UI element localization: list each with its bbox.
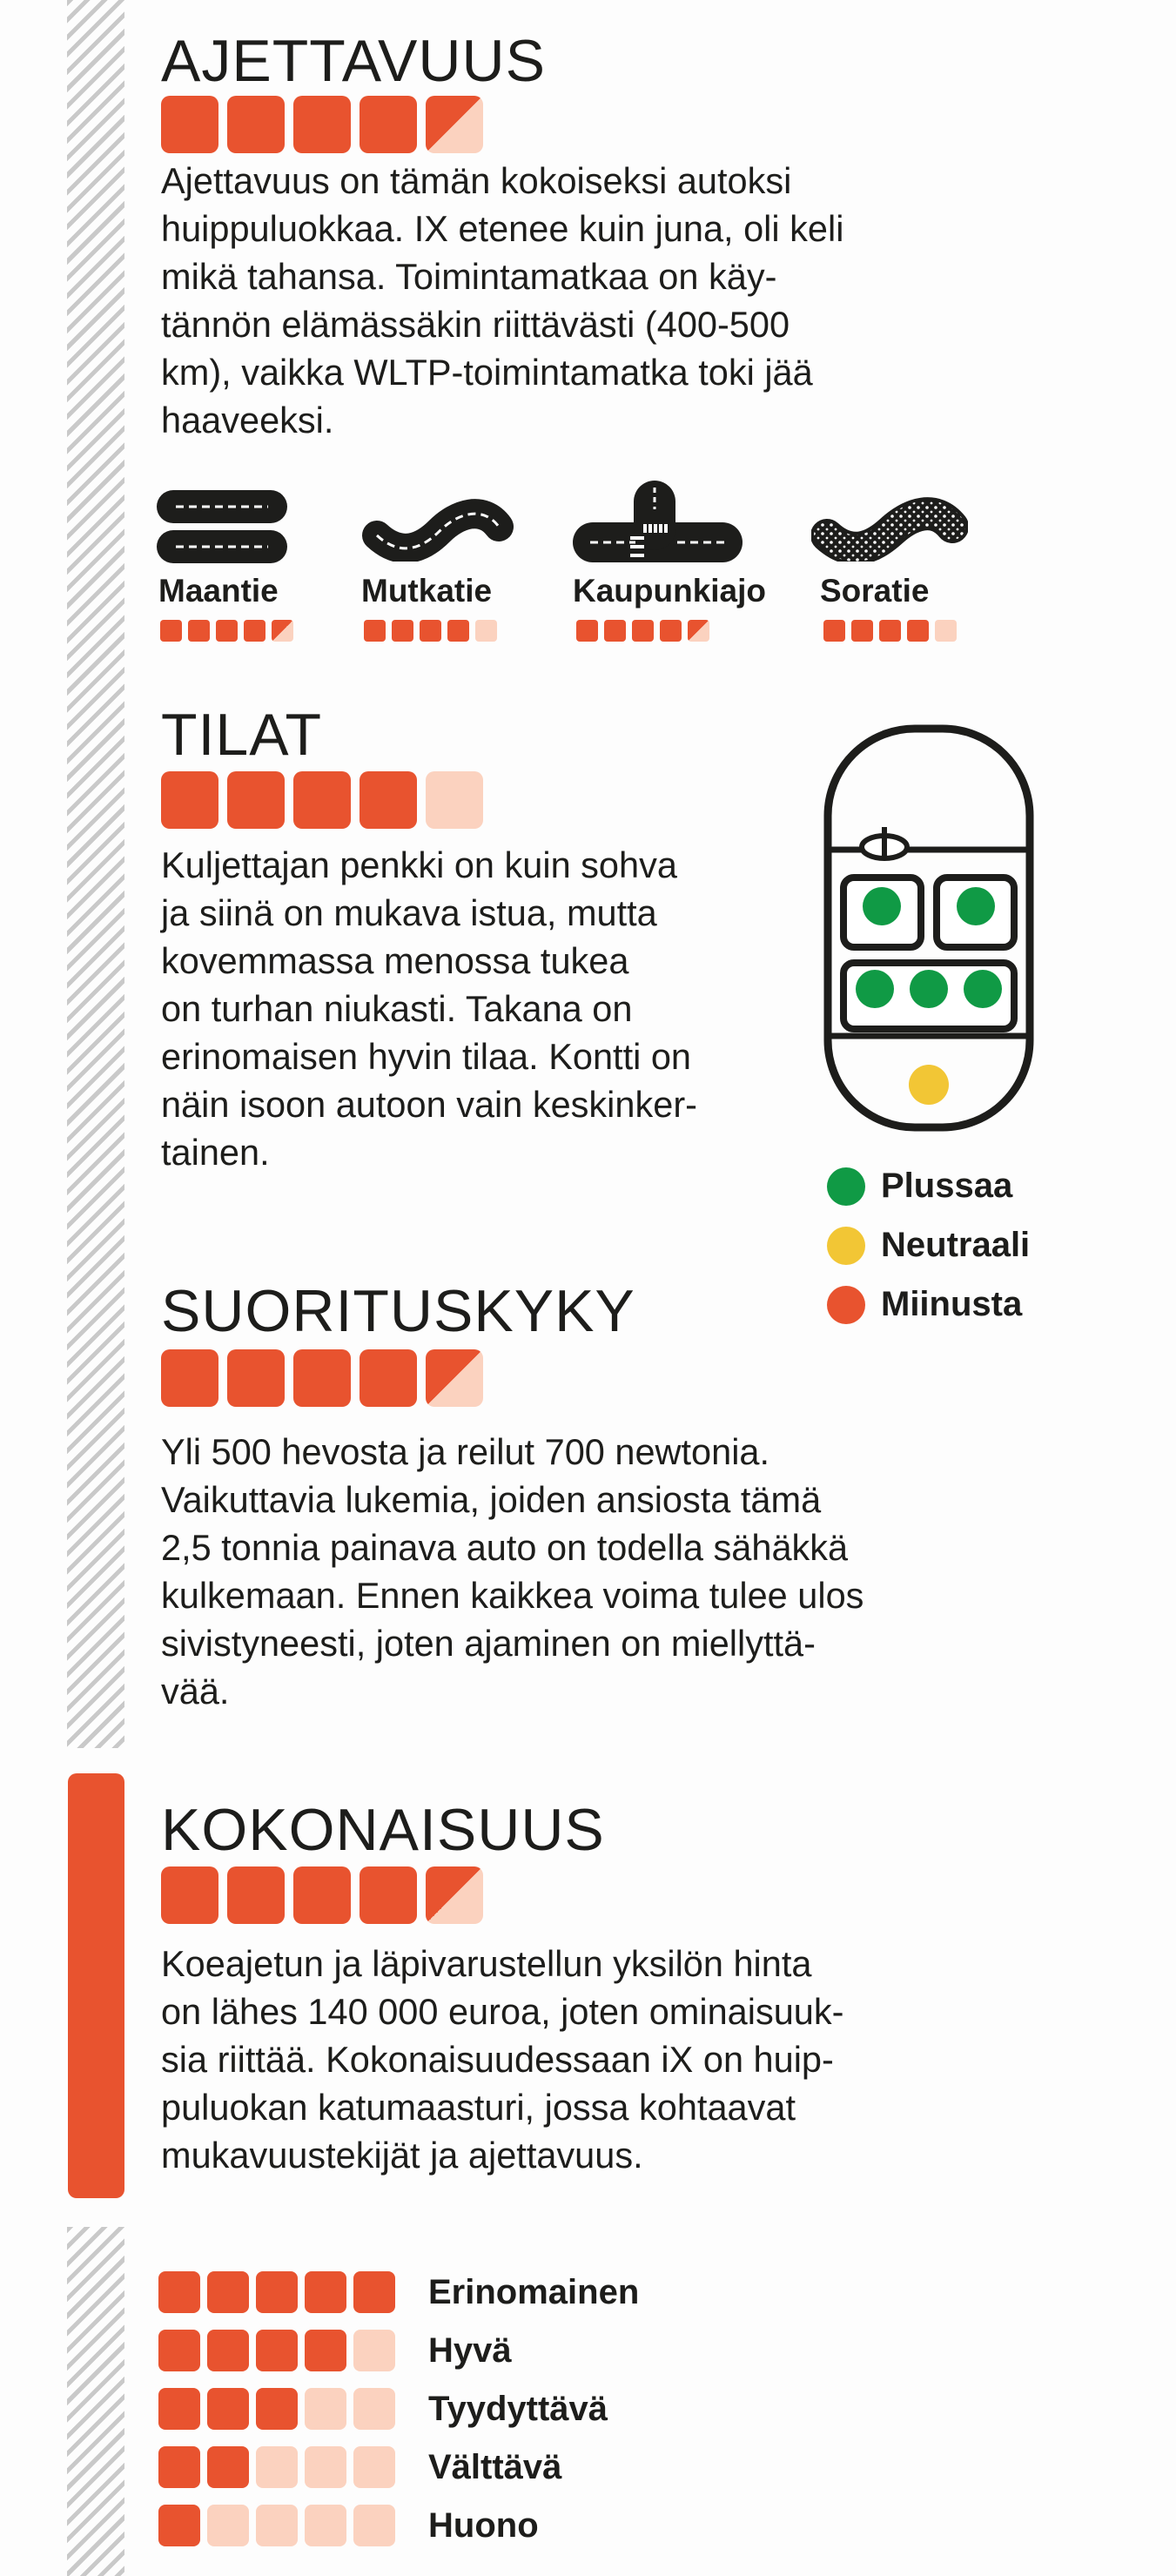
rating-square	[360, 1349, 417, 1407]
rating-square	[256, 2388, 298, 2430]
rating-square	[256, 2505, 298, 2546]
text-suorituskyky	[161, 1428, 864, 1715]
plus-dot-icon	[827, 1167, 865, 1206]
rating-suorituskyky	[161, 1349, 483, 1407]
rating-square	[158, 2388, 200, 2430]
rating-square	[305, 2446, 346, 2488]
road-label-kaupunkiajo: Kaupunkiajo	[573, 573, 767, 609]
rating-square	[293, 96, 351, 153]
rating-square	[353, 2505, 395, 2546]
rating-square	[604, 620, 626, 642]
winding-road-icon	[361, 496, 514, 562]
scale-squares	[158, 2446, 395, 2488]
text-line: kulkemaan. Ennen kaikkea voima tulee ulos	[161, 1575, 864, 1616]
section-title-ajettavuus: AJETTAVUUS	[161, 28, 546, 94]
road-label-mutkatie: Mutkatie	[361, 573, 493, 609]
scale-label: Erinomainen	[428, 2272, 640, 2311]
rating-square	[207, 2388, 249, 2430]
rating-square	[244, 620, 265, 642]
rating-square	[823, 620, 845, 642]
rating-square	[360, 1866, 417, 1924]
rating-square	[420, 620, 441, 642]
text-line: tännön elämässäkin riittävästi (400-500	[161, 304, 790, 345]
rating-square	[305, 2330, 346, 2371]
rating-square	[256, 2330, 298, 2371]
scale-row-huono	[158, 2505, 539, 2546]
text-line: on lähes 140 000 euroa, joten ominaisuuk-	[161, 1991, 844, 2032]
text-line: sia riittää. Kokonaisuudessaan iX on huip-	[161, 2039, 834, 2080]
rating-square	[227, 1349, 285, 1407]
rating-square	[272, 620, 293, 642]
text-line: vää.	[161, 1671, 230, 1712]
rating-square	[660, 620, 682, 642]
rating-square	[293, 1866, 351, 1924]
hatch-strip-bottom	[67, 2227, 124, 2576]
rating-square	[907, 620, 929, 642]
rating-square	[293, 1349, 351, 1407]
rating-square	[161, 771, 218, 829]
rating-square	[475, 620, 497, 642]
hatch-strip-top	[67, 0, 124, 1748]
text-line: ja siinä on mukava istua, mutta	[161, 892, 657, 933]
rating-square	[426, 1349, 483, 1407]
rating-square	[576, 620, 598, 642]
text-line: tainen.	[161, 1132, 270, 1173]
rating-square	[160, 620, 182, 642]
legend-minus	[827, 1285, 1022, 1324]
rating-square	[353, 2330, 395, 2371]
rating-square	[935, 620, 957, 642]
rating-square	[879, 620, 901, 642]
rating-tilat	[161, 771, 483, 829]
city-road-icon	[573, 479, 743, 566]
rating-square	[161, 96, 218, 153]
text-line: km), vaikka WLTP-toimintamatka toki jää	[161, 352, 813, 393]
scale-row-erinomainen	[158, 2271, 639, 2313]
rating-square	[426, 1866, 483, 1924]
rating-square	[360, 771, 417, 829]
text-line: mukavuustekijät ja ajettavuus.	[161, 2135, 643, 2176]
rating-square	[161, 1866, 218, 1924]
text-line: 2,5 tonnia painava auto on todella sähäkkä	[161, 1527, 849, 1568]
rating-square	[426, 771, 483, 829]
text-line: on turhan niukasti. Takana on	[161, 988, 633, 1029]
rating-square	[227, 1866, 285, 1924]
text-line: puluokan katumaasturi, jossa kohtaavat	[161, 2087, 796, 2128]
rating-square	[227, 771, 285, 829]
text-line: Koeajetun ja läpivarustellun yksilön hinta	[161, 1943, 812, 1984]
neutral-dot-icon	[827, 1227, 865, 1265]
scale-label: Välttävä	[428, 2447, 562, 2486]
rating-square	[158, 2446, 200, 2488]
text-line: erinomaisen hyvin tilaa. Kontti on	[161, 1036, 692, 1077]
road-label-soratie: Soratie	[820, 573, 930, 609]
rating-square	[305, 2505, 346, 2546]
legend-label: Plussaa	[881, 1167, 1013, 1205]
rating-maantie	[160, 620, 293, 642]
scale-label: Hyvä	[428, 2331, 512, 2370]
text-line: sivistyneesti, joten ajaminen on miellyttä-	[161, 1623, 816, 1664]
rating-square	[207, 2446, 249, 2488]
rating-square	[353, 2271, 395, 2313]
legend-plus	[827, 1167, 1012, 1206]
rating-square	[364, 620, 386, 642]
rating-square	[207, 2505, 249, 2546]
scale-label: Tyydyttävä	[428, 2389, 608, 2428]
scale-squares	[158, 2271, 395, 2313]
text-line: mikä tahansa. Toimintamatkaa on käy-	[161, 256, 777, 297]
scale-label: Huono	[428, 2505, 539, 2545]
text-line: näin isoon autoon vain keskinker-	[161, 1084, 697, 1125]
scale-squares	[158, 2388, 395, 2430]
rating-kaupunkiajo	[576, 620, 709, 642]
scale-row-valttava	[158, 2446, 561, 2488]
text-line: haaveeksi.	[161, 400, 334, 441]
rating-square	[305, 2271, 346, 2313]
rating-square	[207, 2330, 249, 2371]
rating-kokonaisuus	[161, 1866, 483, 1924]
text-line: Yli 500 hevosta ja reilut 700 newtonia.	[161, 1431, 770, 1472]
rating-square	[851, 620, 873, 642]
text-line: huippuluokkaa. IX etenee kuin juna, oli keli	[161, 208, 844, 249]
rating-square	[392, 620, 413, 642]
rating-square	[158, 2271, 200, 2313]
rating-square	[632, 620, 654, 642]
legend-neutral	[827, 1226, 1030, 1265]
rating-square	[227, 96, 285, 153]
scale-squares	[158, 2505, 395, 2546]
text-line: Kuljettajan penkki on kuin sohva	[161, 844, 677, 885]
gravel-road-icon	[811, 496, 968, 562]
rating-square	[158, 2330, 200, 2371]
scale-squares	[158, 2330, 395, 2371]
rating-square	[293, 771, 351, 829]
rating-soratie	[823, 620, 957, 642]
car-seating-icon	[820, 721, 1038, 1135]
text-kokonaisuus	[161, 1940, 843, 2179]
legend-label: Miinusta	[881, 1285, 1023, 1323]
legend-label: Neutraali	[881, 1226, 1031, 1264]
section-title-kokonaisuus: KOKONAISUUS	[161, 1797, 605, 1863]
rating-square	[161, 1349, 218, 1407]
rating-square	[353, 2446, 395, 2488]
rating-square	[207, 2271, 249, 2313]
rating-square	[158, 2505, 200, 2546]
rating-mutkatie	[364, 620, 497, 642]
minus-dot-icon	[827, 1286, 865, 1324]
section-title-tilat: TILAT	[161, 702, 323, 768]
rating-square	[256, 2446, 298, 2488]
rating-square	[216, 620, 238, 642]
road-label-maantie: Maantie	[158, 573, 279, 609]
rating-ajettavuus	[161, 96, 483, 153]
rating-square	[353, 2388, 395, 2430]
highlight-bar	[68, 1773, 124, 2198]
scale-row-hyva	[158, 2330, 512, 2371]
rating-square	[447, 620, 469, 642]
rating-square	[688, 620, 709, 642]
rating-square	[426, 96, 483, 153]
text-line: kovemmassa menossa tukea	[161, 940, 629, 981]
rating-square	[305, 2388, 346, 2430]
text-tilat	[161, 841, 697, 1176]
rating-square	[188, 620, 210, 642]
text-line: Ajettavuus on tämän kokoiseksi autoksi	[161, 160, 792, 201]
scale-row-tyydyttava	[158, 2388, 608, 2430]
text-ajettavuus	[161, 157, 843, 444]
section-title-suorituskyky: SUORITUSKYKY	[161, 1278, 635, 1344]
text-line: Vaikuttavia lukemia, joiden ansiosta tämä	[161, 1479, 822, 1520]
rating-square	[360, 96, 417, 153]
highway-icon	[157, 488, 287, 566]
rating-square	[256, 2271, 298, 2313]
